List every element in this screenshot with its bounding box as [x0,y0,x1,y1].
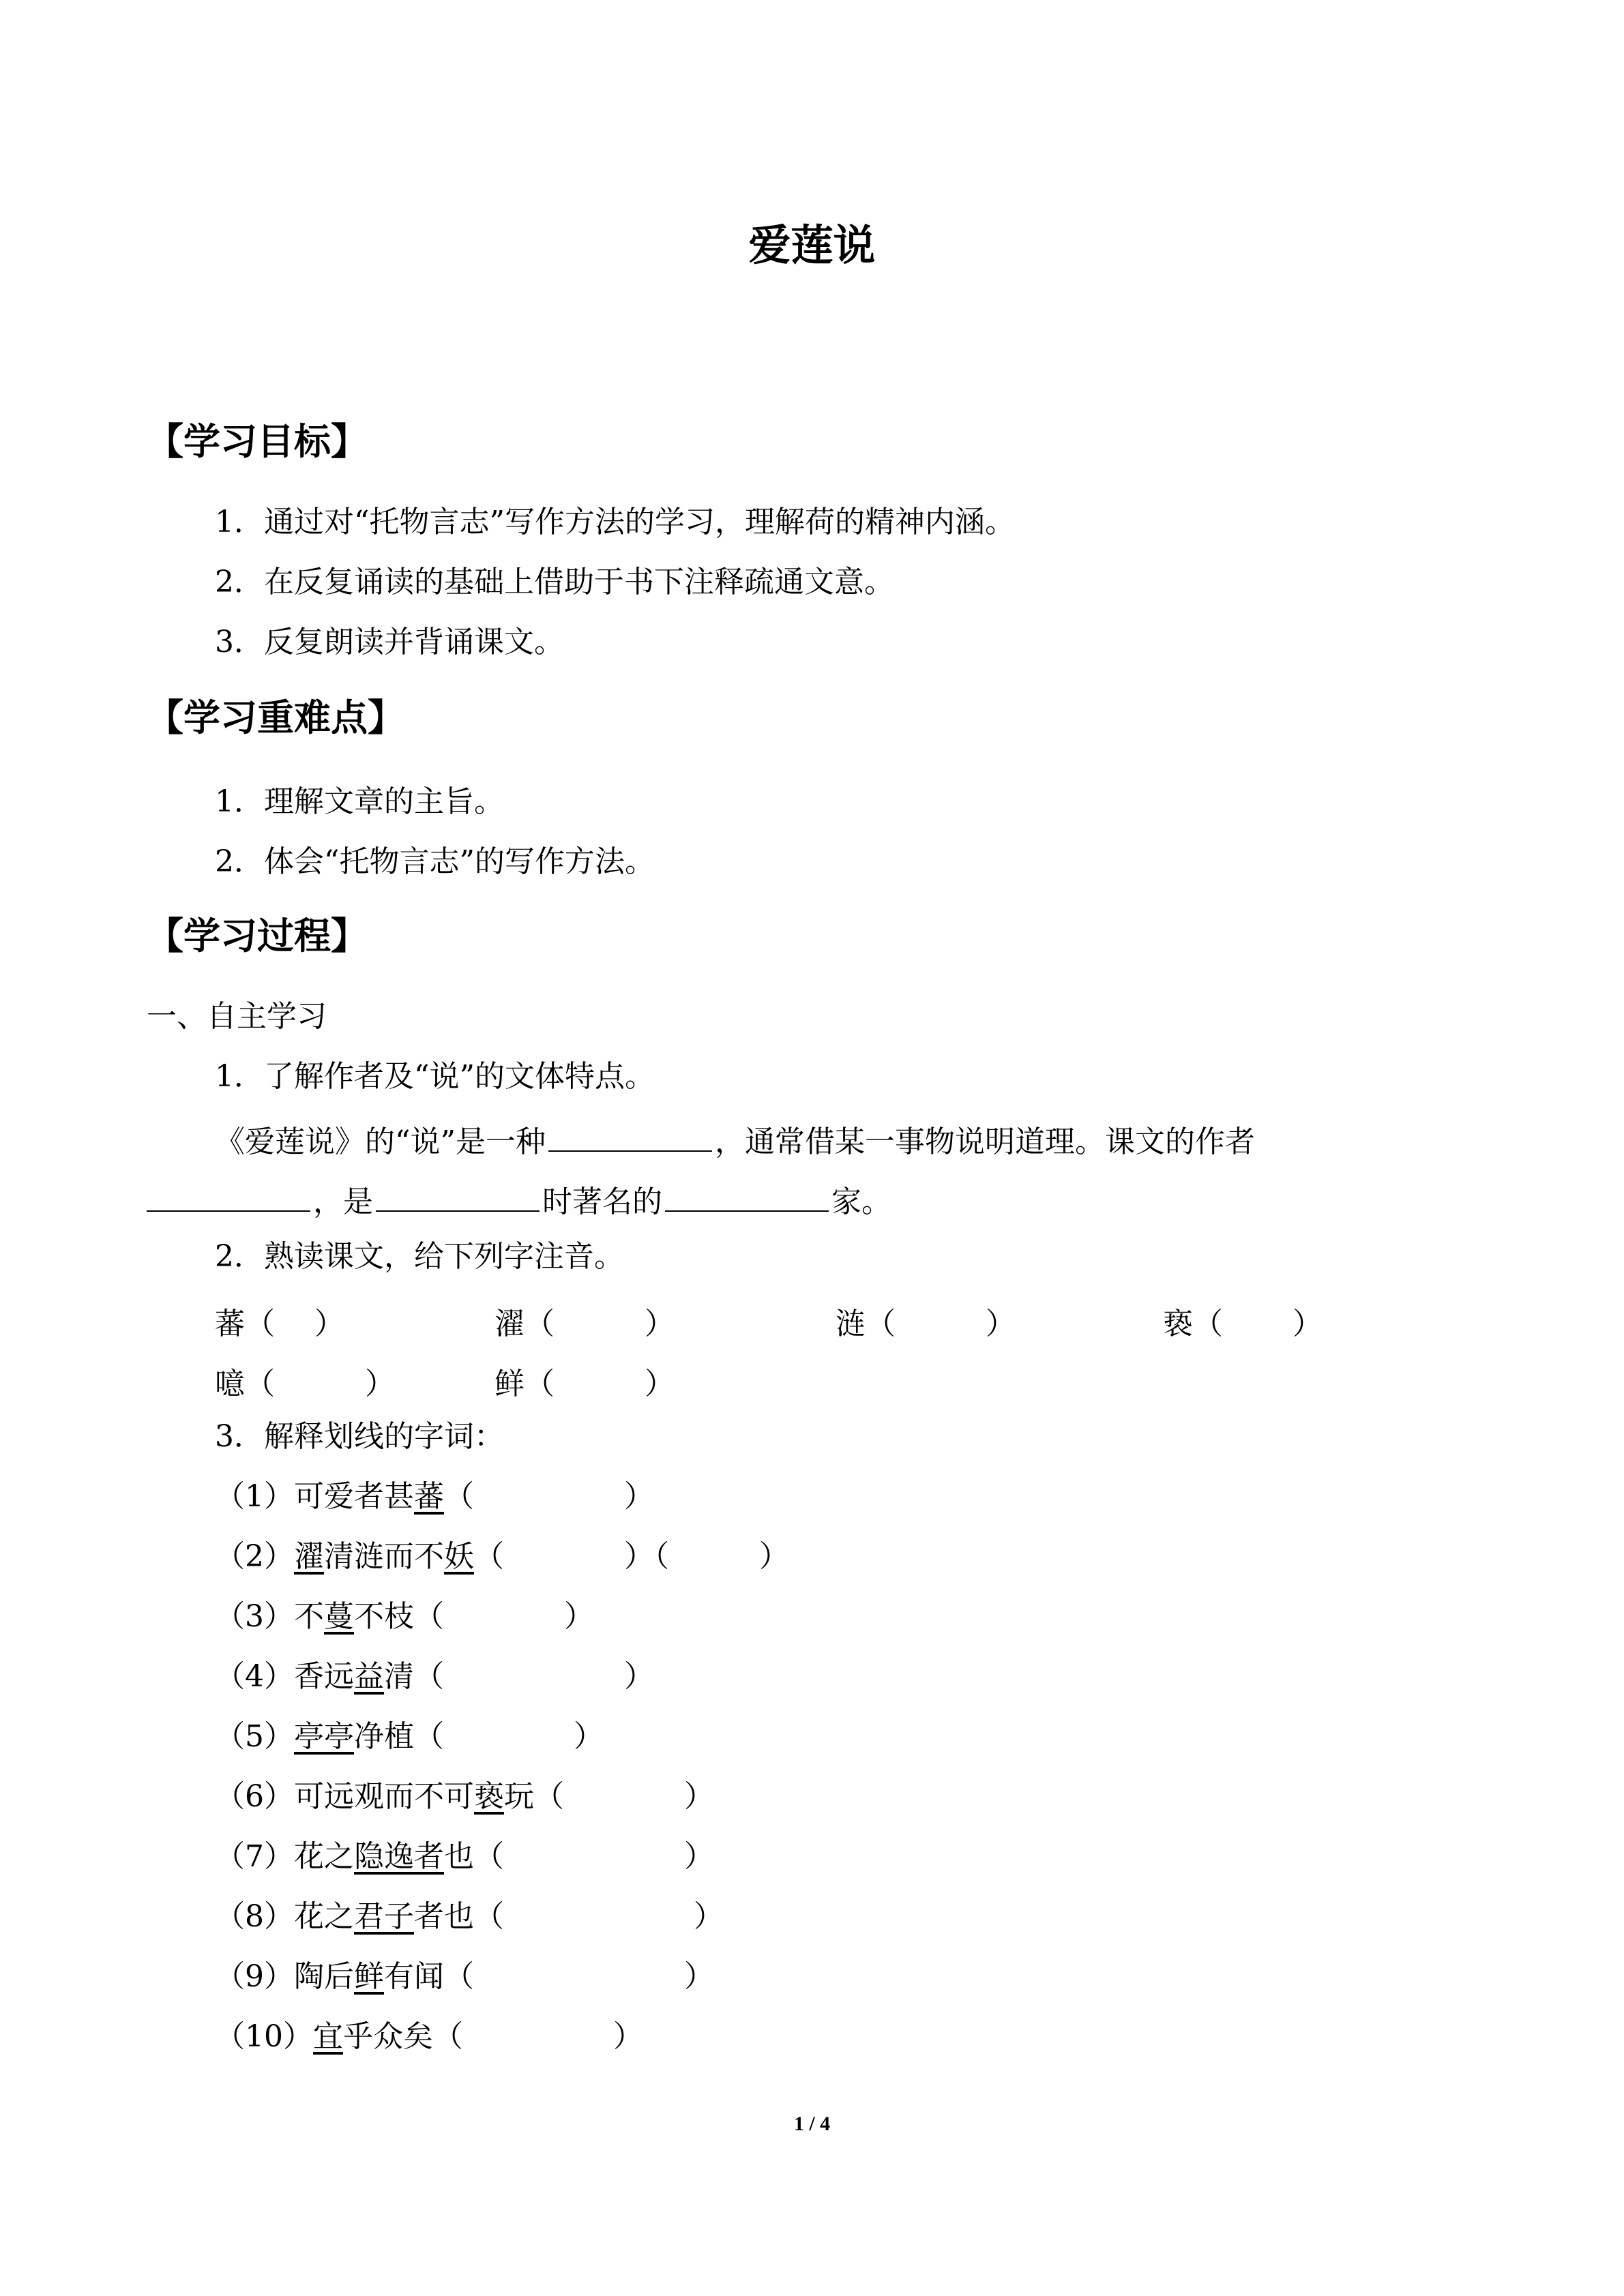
pinyin-item[interactable]: 涟（ ） [836,1307,1016,1341]
q1-fill-e: 家。 [831,1184,891,1219]
q3-item-underlined: 妖 [444,1539,474,1574]
q3-item-answer[interactable]: （ ） [474,1899,724,1934]
q3-item-underlined: 蕃 [414,1479,444,1514]
key-point-item-2: 2．体会“托物言志”的写作方法。 [215,844,655,879]
q3-item-num: （2） [215,1539,294,1574]
part1-label: 一、自主学习 [147,999,327,1034]
q3-item [215,1719,604,1755]
q3-item-answer[interactable]: （ ） [414,1719,604,1754]
q3-item-answer[interactable]: （ ） [444,1959,714,1994]
goal-item-1: 1．通过对“托物言志”写作方法的学习，理解荷的精神内涵。 [215,505,1015,539]
q3-item-answer[interactable]: （ ）（ ） [474,1539,789,1574]
q3-item-num: （4） [215,1659,294,1694]
blank-dynasty[interactable] [376,1179,540,1212]
q3-item-underlined: 濯 [294,1539,324,1574]
q3-item-underlined: 隐逸 [354,1839,414,1874]
q3-item [215,1659,654,1695]
q3-item-num: （3） [215,1599,294,1634]
q1-fill-line-1 [215,1119,1255,1161]
q3-item-answer[interactable]: （ ） [414,1659,654,1694]
q3-item-answer[interactable]: （ ） [414,1599,594,1634]
q3-item-text: 玩 [504,1779,534,1814]
blank-genre[interactable] [548,1119,712,1152]
q1-fill-line-2 [147,1179,891,1221]
page-title: 爱莲说 [748,220,876,270]
q3-item [215,1899,724,1935]
q3-item-num: （8） [215,1899,294,1934]
q3-item-text: 不枝 [354,1599,414,1634]
q3-item-text: 有闻 [384,1959,444,1994]
pinyin-item[interactable]: 亵（ ） [1163,1307,1323,1341]
q3-item [215,1839,714,1875]
q3-item-num: （10） [215,2019,313,2054]
q3-item-text: 清涟而不 [324,1539,444,1574]
q3-item-text: 清 [384,1659,414,1694]
q3-item [215,2019,643,2055]
q3-item-underlined: 君子 [354,1899,414,1934]
q3-item-text: 净植 [354,1719,414,1754]
q3-item [215,1959,714,1995]
pinyin-item[interactable]: 蕃（ ） [215,1307,344,1341]
q3-item-num: （9） [215,1959,294,1994]
pinyin-item[interactable]: 鲜（ ） [494,1367,675,1401]
q3-item-answer[interactable]: （ ） [474,1839,714,1874]
q3-item-text: 乎众矣 [343,2019,433,2054]
q3-item-answer[interactable]: （ ） [534,1779,714,1814]
q3-item-text: 香远 [294,1659,354,1694]
q3-item-underlined: 蔓 [324,1599,354,1634]
blank-profession[interactable] [665,1179,829,1212]
q3-item-text: 者也 [414,1899,474,1934]
heading-process: 【学习过程】 [147,914,368,957]
q3-item-num: （6） [215,1779,294,1814]
q3-item-text: 陶后 [294,1959,354,1994]
q3-item [215,1479,654,1515]
goal-item-3: 3．反复朗读并背诵课文。 [215,625,564,659]
q3-item-num: （7） [215,1839,294,1874]
q1-fill-a: 《爱莲说》的“说”是一种 [215,1124,546,1159]
q1-label: 1．了解作者及“说”的文体特点。 [215,1059,655,1094]
q3-item-text: 花之 [294,1839,354,1874]
q3-item-text: 不 [294,1599,324,1634]
q3-item-underlined: 宜 [313,2019,343,2054]
q3-item-text: 也 [444,1839,474,1874]
q3-item-underlined: 亭亭 [294,1719,354,1754]
q3-item-answer[interactable]: （ ） [444,1479,654,1514]
heading-key-points: 【学习重难点】 [147,696,404,739]
q3-item [215,1539,789,1575]
q3-item-underlined: 亵 [474,1779,504,1814]
q3-item-text: 可爱者甚 [294,1479,414,1514]
q2-label: 2．熟读课文，给下列字注音。 [215,1239,624,1274]
goal-item-2: 2．在反复诵读的基础上借助于书下注释疏通文意。 [215,565,894,599]
q3-item-num: （1） [215,1479,294,1514]
q1-fill-d: 时著名的 [542,1184,662,1219]
q3-item-num: （5） [215,1719,294,1754]
q3-item-text: 可远观而不可 [294,1779,474,1814]
blank-author[interactable] [147,1179,310,1212]
q3-label: 3．解释划线的字词： [215,1419,504,1454]
q3-item [215,1779,714,1815]
q3-item-underlined: 鲜 [354,1959,384,1994]
q3-item-underlined: 益 [354,1659,384,1694]
heading-goals: 【学习目标】 [147,420,368,463]
q1-fill-b: ，通常借某一事物说明道理。课文的作者 [715,1124,1255,1159]
q3-item-answer[interactable]: （ ） [433,2019,643,2054]
q3-item-underlined: 者 [414,1839,444,1874]
q1-fill-c: ，是 [313,1184,373,1219]
pinyin-item[interactable]: 噫（ ） [215,1367,395,1401]
q3-item-text: 花之 [294,1899,354,1934]
page-number: 1 / 4 [793,2113,831,2135]
q3-item [215,1599,594,1635]
key-point-item-1: 1．理解文章的主旨。 [215,784,504,819]
pinyin-item[interactable]: 濯（ ） [494,1307,675,1341]
